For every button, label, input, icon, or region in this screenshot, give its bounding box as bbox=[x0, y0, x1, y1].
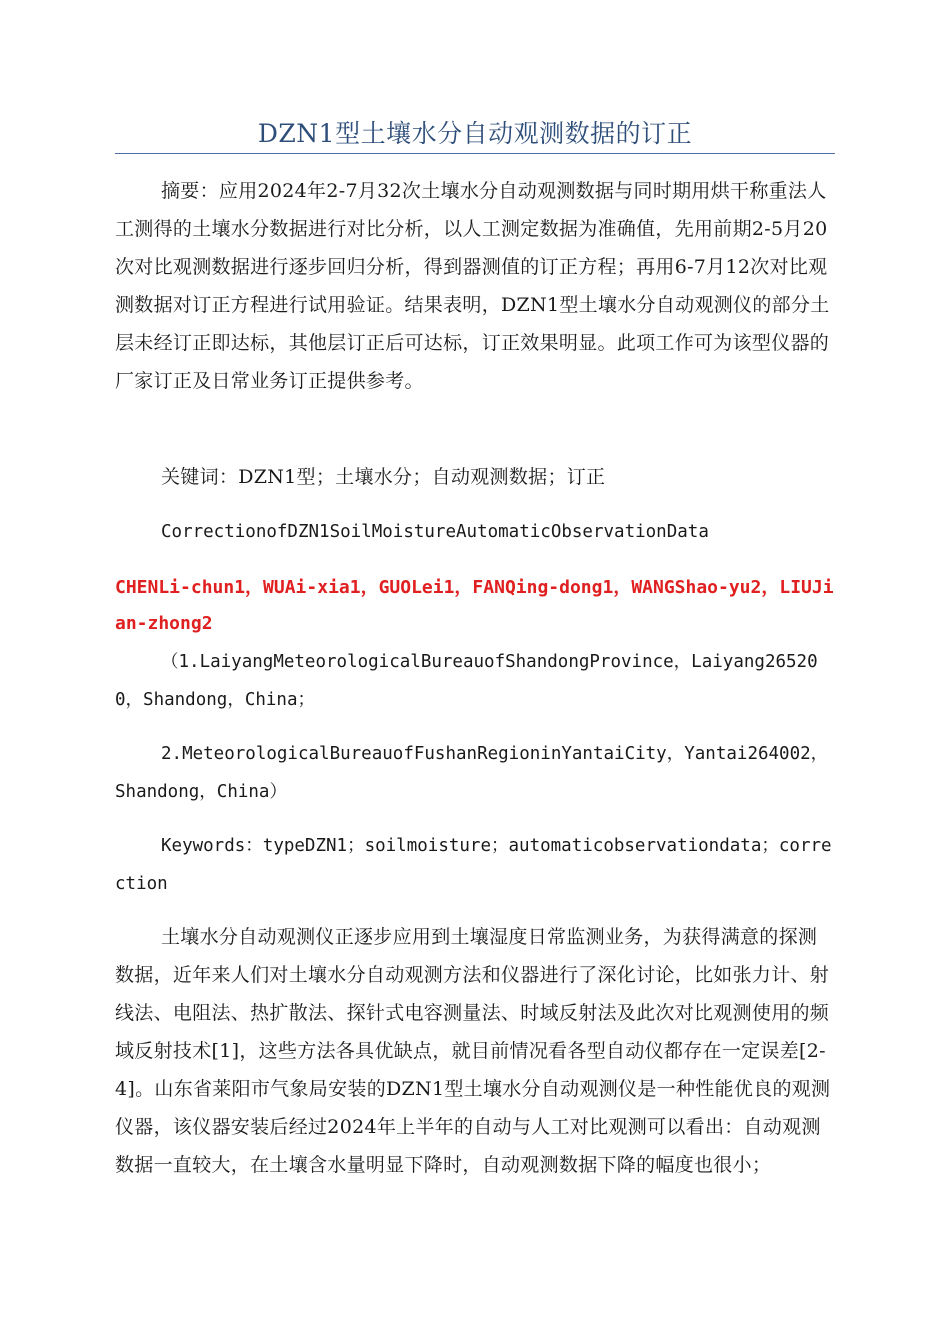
abstract-paragraph: 摘要：应用2024年2-7月32次土壤水分自动观测数据与同时期用烘干称重法人工测得的土壤水分数据进行对比分析，以人工测定数据为准确值，先用前期2-5月20次对比观测数据进行逐步回归分析，得到器测值的订正方程；再用6-7月12次对比观测数据对订正方程进行试用验证。结果表明，DZN1型土壤水分自动观测仪的部分土层未经订正即达标，其他层订正后可达标，订正效果明显。此项工作可为该型仪器的厂家订正及日常业务订正提供参考。 bbox=[115, 180, 830, 392]
title-underline bbox=[115, 153, 835, 154]
body-paragraph: 土壤水分自动观测仪正逐步应用到土壤湿度日常监测业务，为获得满意的探测数据，近年来人们对土壤水分自动观测方法和仪器进行了深化讨论，比如张力计、射线法、电阻法、热扩散法、探针式电容测量法、时域反射法及此次对比观测使用的频域反射技术[1]，这些方法各具优缺点，就目前情况看各型自动仪都存在一定误差[2-4]。山东省莱阳市气象局安装的DZN1型土壤水分自动观测仪是一种性能优良的观测仪器，该仪器安装后经过2024年上半年的自动与人工对比观测可以看出：自动观测数据一直较大，在土壤含水量明显下降时，自动观测数据下降的幅度也很小； bbox=[115, 926, 831, 1176]
document-title: DZN1型土壤水分自动观测数据的订正 bbox=[257, 119, 693, 148]
english-title: CorrectionofDZN1SoilMoistureAutomaticObservationData bbox=[161, 522, 709, 542]
author-list: CHENLi-chun1，WUAi-xia1，GUOLei1，FANQing-dong1，WANGShao-yu2，LIUJian-zhong2 bbox=[115, 577, 834, 634]
keywords-english: Keywords：typeDZN1；soilmoisture；automaticobservationdata；correction bbox=[115, 836, 832, 894]
affiliation-1: （1.LaiyangMeteorologicalBureauofShandongProvince，Laiyang265200，Shandong，China； bbox=[115, 652, 818, 710]
affiliation-2: 2.MeteorologicalBureauofFushanRegioninYantaiCity，Yantai264002，Shandong，China） bbox=[115, 744, 829, 802]
keywords-chinese: 关键词：DZN1型；土壤水分；自动观测数据；订正 bbox=[161, 466, 606, 488]
